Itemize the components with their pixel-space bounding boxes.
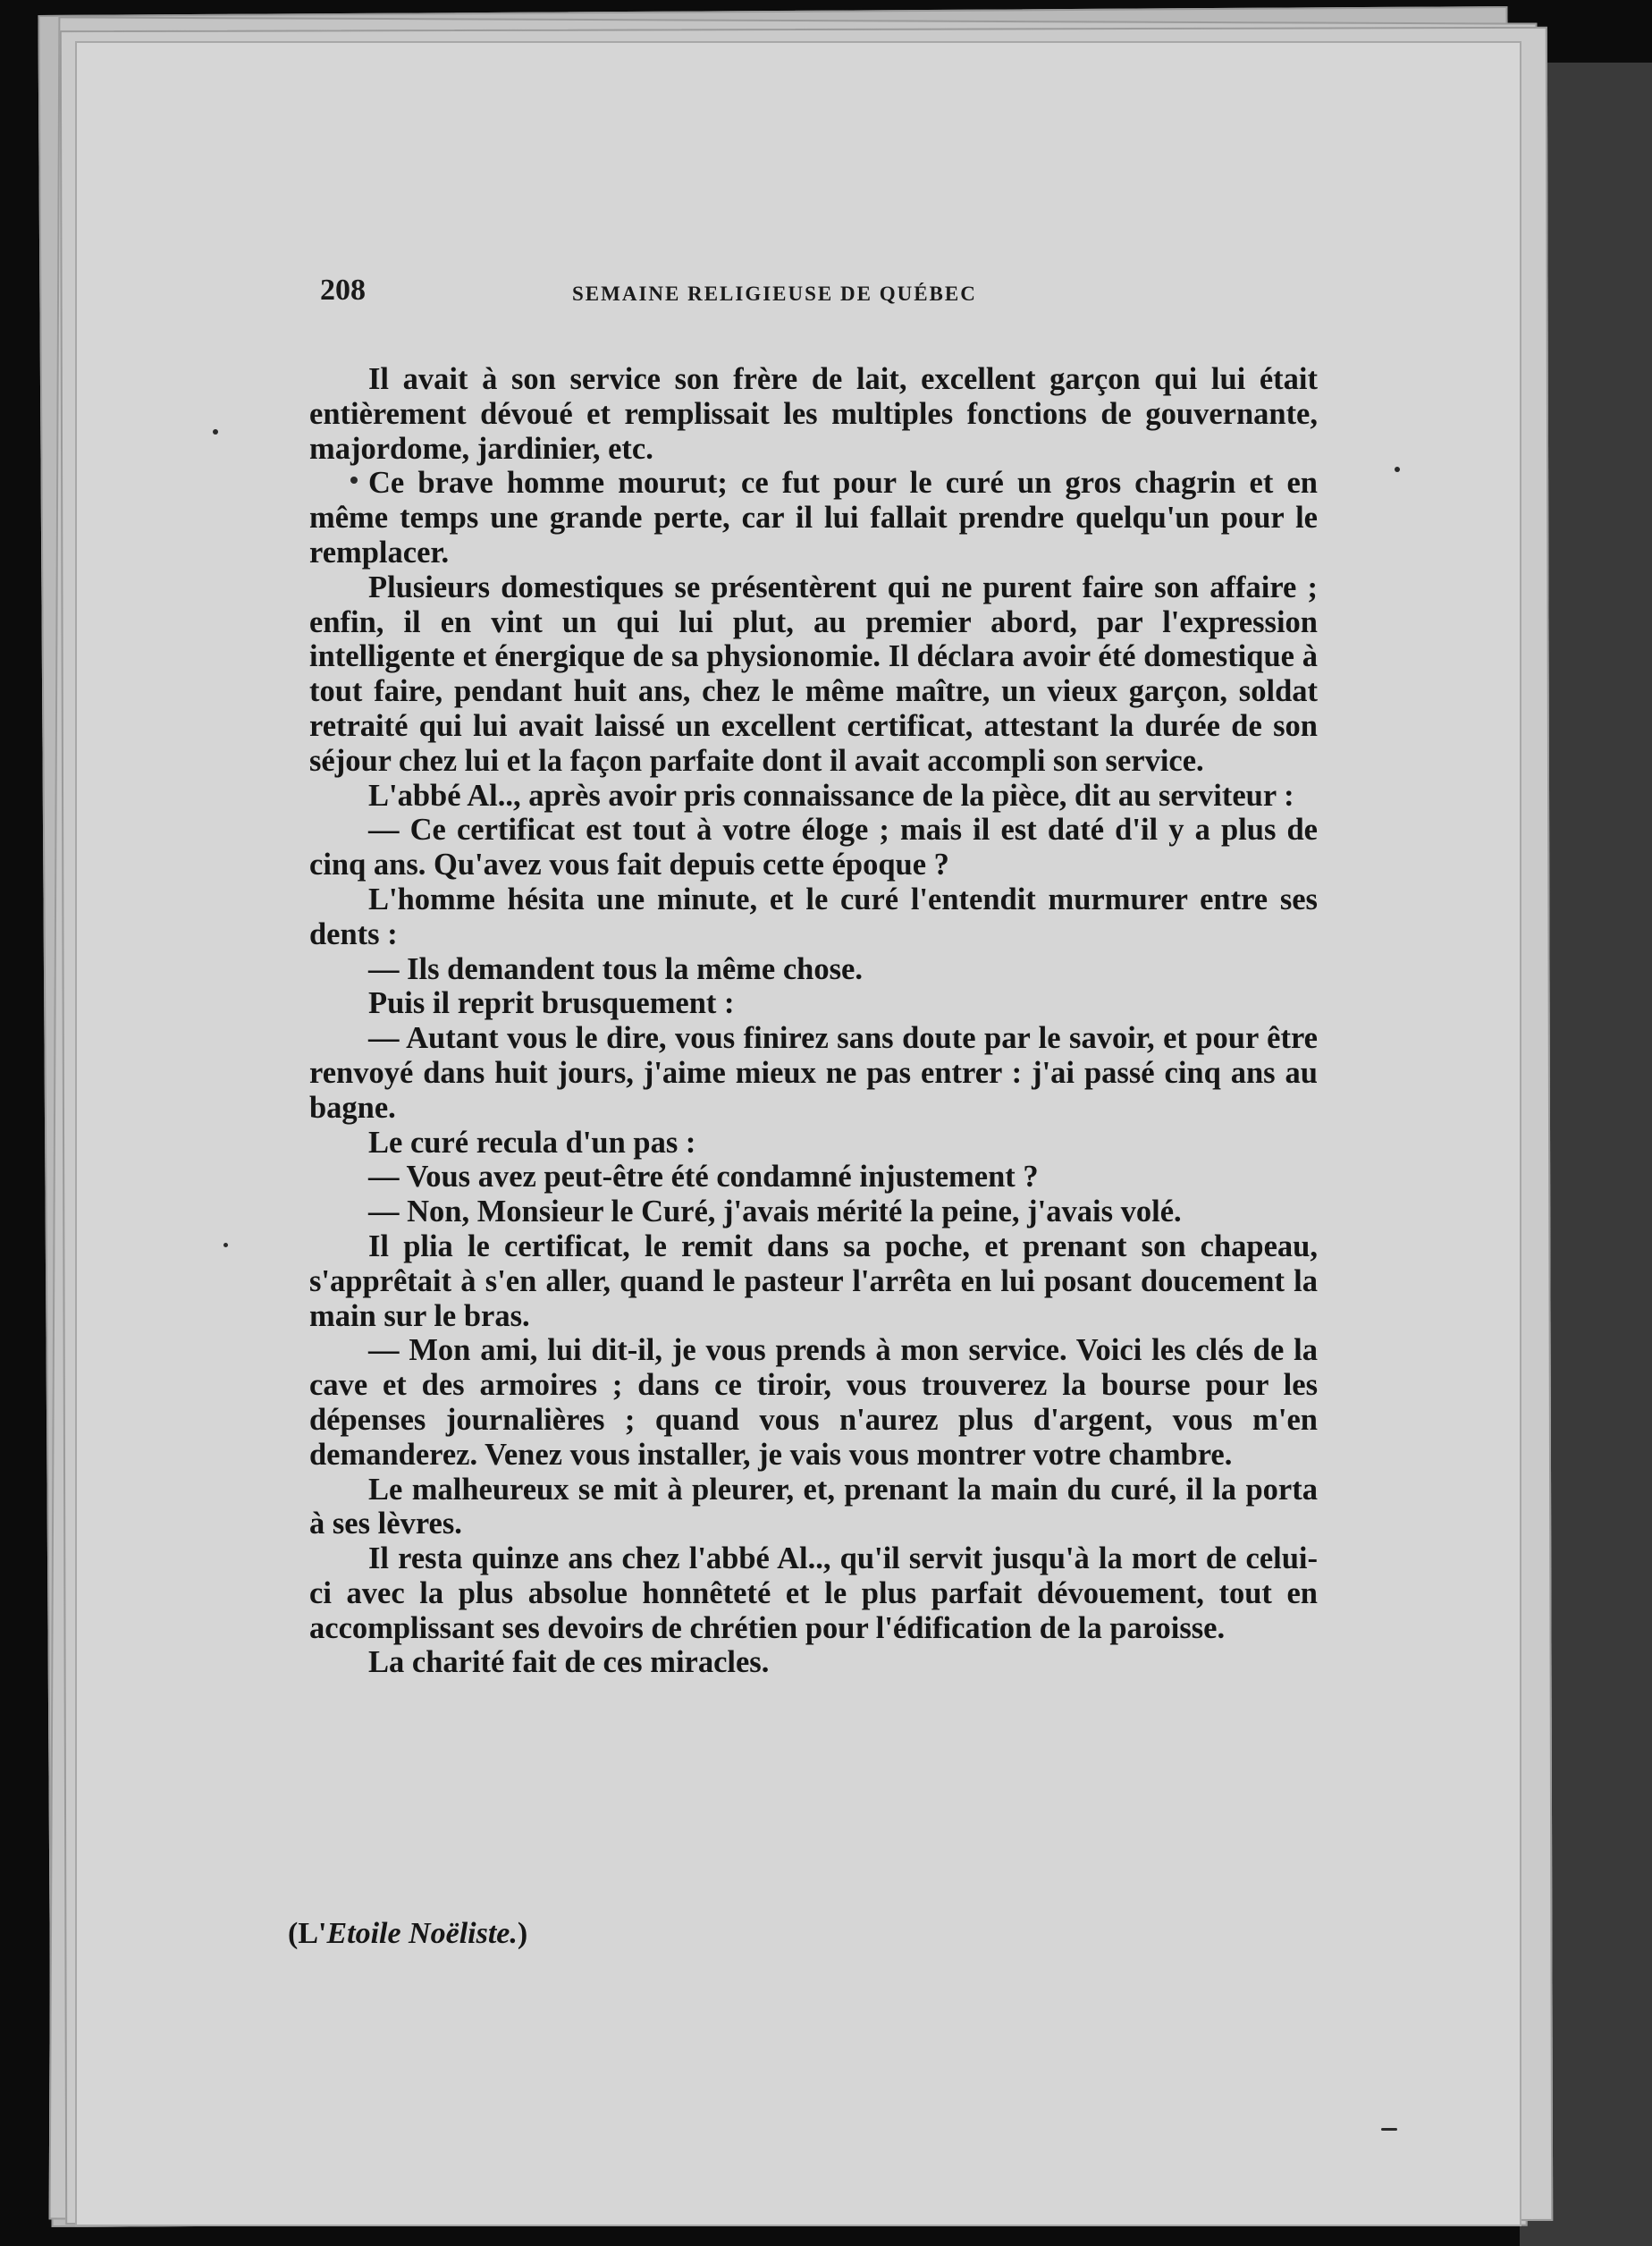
paragraph: Il avait à son service son frère de lait, excellent garçon qui lui était entièrement dévoué et remplissait les multiples fonctions de gouvernante, majordome, jardinier, etc.: [309, 362, 1318, 466]
paragraph: Il plia le certificat, le remit dans sa poche, et prenant son chapeau, s'apprêtait à s'en aller, quand le pasteur l'arrêta en lui posant doucement la main sur le bras.: [309, 1229, 1318, 1333]
paragraph: L'homme hésita une minute, et le curé l'entendit murmurer entre ses dents :: [309, 882, 1318, 951]
paper-speck: [1395, 467, 1400, 472]
paragraph: La charité fait de ces miracles.: [368, 1645, 770, 1680]
paragraph: Il resta quinze ans chez l'abbé Al.., qu'il servit jusqu'à la mort de celui-ci avec la plus absolue honnêteté et le plus parfait dévouement, tout en accomplissant ses devoirs de chrétien pour l'édification de la paroisse.: [309, 1541, 1318, 1645]
page-number: 208: [320, 274, 366, 307]
paper-speck: [350, 477, 358, 484]
paragraph: — Vous avez peut-être été condamné injustement ?: [368, 1160, 1039, 1195]
source-open: (L': [288, 1917, 327, 1950]
paragraph: L'abbé Al.., après avoir pris connaissance de la pièce, dit au serviteur :: [368, 778, 1294, 813]
paper-speck: [213, 429, 218, 435]
paragraph: Le curé recula d'un pas :: [368, 1125, 696, 1160]
paragraph: Le malheureux se mit à pleurer, et, prenant la main du curé, il la porta à ses lèvres.: [309, 1472, 1318, 1541]
paragraph: — Autant vous le dire, vous finirez sans doute par le savoir, et pour être renvoyé dans huit jours, j'aime mieux ne pas entrer : j'ai passé cinq ans au bagne.: [309, 1021, 1318, 1125]
source-title: Etoile Noëliste.: [326, 1917, 518, 1950]
article-body: [309, 362, 1318, 1680]
paragraph: — Non, Monsieur le Curé, j'avais mérité la peine, j'avais volé.: [368, 1195, 1182, 1229]
running-title: SEMAINE RELIGIEUSE DE QUÉBEC: [572, 283, 977, 305]
paper-speck: [223, 1243, 228, 1247]
paragraph: Ce brave homme mourut; ce fut pour le curé un gros chagrin et en même temps une grande perte, car il lui fallait prendre quelqu'un pour le remplacer.: [309, 466, 1318, 570]
paragraph: — Ils demandent tous la même chose.: [368, 951, 863, 986]
paper-speck: [1381, 2128, 1397, 2131]
paragraph: Plusieurs domestiques se présentèrent qui ne purent faire son affaire ; enfin, il en vint un qui lui plut, au premier abord, par l'expression intelligente et énergique de sa physionomie. Il déclara avoir été domestique à tout faire, pendant huit ans, chez le même maître, un vieux garçon, soldat retraité qui lui avait laissé un excellent certificat, attestant la durée de son séjour chez lui et la façon parfaite dont il avait accompli son service.: [309, 570, 1318, 778]
paragraph: Puis il reprit brusquement :: [368, 986, 735, 1021]
source-credit: [288, 1917, 527, 1951]
paragraph: — Mon ami, lui dit-il, je vous prends à mon service. Voici les clés de la cave et des armoires ; dans ce tiroir, vous trouverez la bourse pour les dépenses journalières ; quand vous n'aurez plus d'argent, vous m'en demanderez. Venez vous installer, je vais vous montrer votre chambre.: [309, 1333, 1318, 1472]
paragraph: — Ce certificat est tout à votre éloge ; mais il est daté d'il y a plus de cinq ans. Qu'avez vous fait depuis cette époque ?: [309, 813, 1318, 882]
page-header: [320, 274, 1080, 327]
source-close: ): [517, 1917, 528, 1950]
